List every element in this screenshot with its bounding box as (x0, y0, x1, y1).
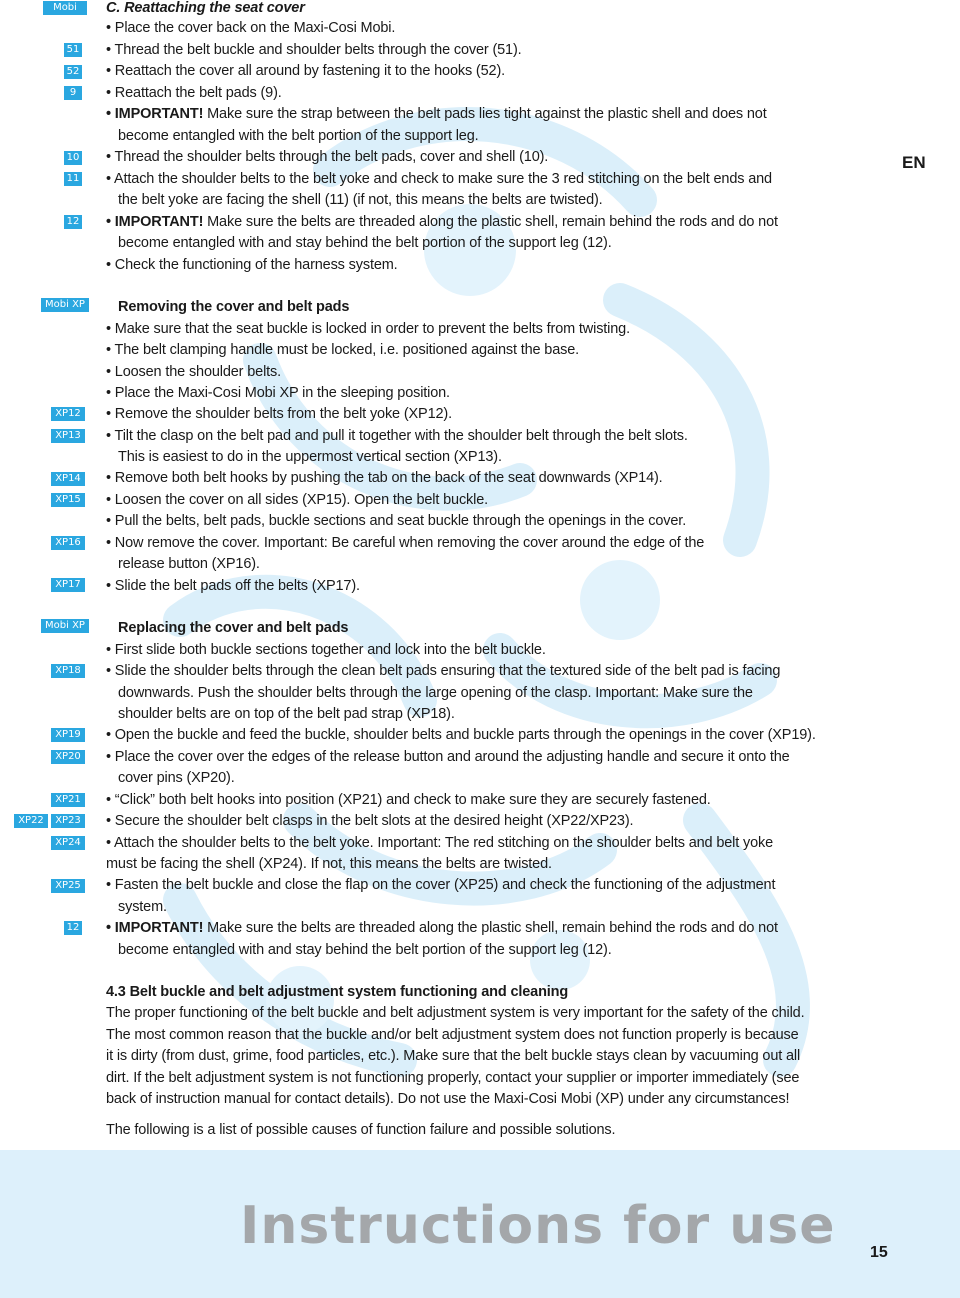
text-line: the belt yoke are facing the shell (11) (if not, this means the belts are twisted). (118, 192, 603, 208)
text-span: Make sure the strap between the belt pads lies tight against the plastic shell and does not (203, 106, 767, 122)
text-line (106, 918, 778, 938)
figure-tag-xp18: XP18 (51, 664, 85, 678)
text-line: • Reattach the cover all around by fastening it to the hooks (52). (106, 63, 505, 79)
text-line: • Place the Maxi-Cosi Mobi XP in the sleeping position. (106, 385, 450, 401)
text-line: dirt. If the belt adjustment system is not functioning properly, contact your supplier or importer immediately (see (106, 1070, 800, 1086)
text-line: • Loosen the cover on all sides (XP15). Open the belt buckle. (106, 492, 489, 508)
figure-tag-xp23: XP23 (51, 814, 85, 828)
figure-tag-12: 12 (64, 215, 82, 229)
section-tag-mobi: Mobi (43, 1, 87, 15)
text-line: it is dirty (from dust, grime, food particles, etc.). Make sure that the belt buckle stays clean by vacuuming out all (106, 1048, 801, 1064)
figure-tag-12: 12 (64, 921, 82, 935)
text-span: Make sure the belts are threaded along the plastic shell, remain behind the rods and do not (203, 214, 778, 230)
text-line: must be facing the shell (XP24). If not, this means the belts are twisted. (106, 856, 552, 872)
text-line: • Open the buckle and feed the buckle, shoulder belts and buckle parts through the openings in the cover (XP19). (106, 727, 816, 743)
text-line: • Attach the shoulder belts to the belt yoke and check to make sure the 3 red stitching on the belt ends and (106, 171, 772, 187)
figure-tag-xp20: XP20 (51, 750, 85, 764)
text-line: system. (118, 899, 167, 915)
text-line: • Make sure that the seat buckle is locked in order to prevent the belts from twisting. (106, 321, 630, 337)
text-line: become entangled with and stay behind the belt portion of the support leg (12). (118, 942, 612, 958)
figure-tag-9: 9 (64, 86, 82, 100)
figure-tag-xp17: XP17 (51, 578, 85, 592)
text-line: • Place the cover back on the Maxi-Cosi Mobi. (106, 20, 396, 36)
text-line: This is easiest to do in the uppermost vertical section (XP13). (118, 449, 502, 465)
figure-tag-xp21: XP21 (51, 793, 85, 807)
figure-tag-xp22: XP22 (14, 814, 48, 828)
text-line: • Pull the belts, belt pads, buckle sections and seat buckle through the openings in the cover. (106, 513, 687, 529)
text-line: • Thread the belt buckle and shoulder belts through the cover (51). (106, 42, 522, 58)
text-line: • First slide both buckle sections together and lock into the belt buckle. (106, 642, 546, 658)
text-line: • Secure the shoulder belt clasps in the belt slots at the desired height (XP22/XP23). (106, 813, 634, 829)
text-line: • Loosen the shoulder belts. (106, 364, 281, 380)
text-line: • Check the functioning of the harness system. (106, 257, 398, 273)
text-line (106, 212, 778, 232)
text-line: The most common reason that the buckle and/or belt adjustment system does not function properly is because (106, 1027, 799, 1043)
text-line: shoulder belts are on top of the belt pad strap (XP18). (118, 706, 455, 722)
figure-tag-xp12: XP12 (51, 407, 85, 421)
section-heading: Replacing the cover and belt pads (118, 620, 349, 636)
figure-tag-xp13: XP13 (51, 429, 85, 443)
section-heading: Removing the cover and belt pads (118, 299, 350, 315)
section-heading: 4.3 Belt buckle and belt adjustment system functioning and cleaning (106, 984, 569, 1000)
figure-tag-52: 52 (64, 65, 82, 79)
text-line (106, 104, 767, 124)
section-tag-mobi-xp: Mobi XP (41, 298, 89, 312)
text-line: • Tilt the clasp on the belt pad and pull it together with the shoulder belt through the belt slots. (106, 428, 688, 444)
text-line: The proper functioning of the belt buckle and belt adjustment system is very important for the safety of the child. (106, 1005, 805, 1021)
text-line: become entangled with the belt portion of the support leg. (118, 128, 479, 144)
text-line: cover pins (XP20). (118, 770, 235, 786)
figure-tag-xp19: XP19 (51, 728, 85, 742)
text-line: • “Click” both belt hooks into position (XP21) and check to make sure they are securely fastened. (106, 792, 711, 808)
text-line: • Slide the shoulder belts through the clean belt pads ensuring that the textured side of the belt pad is facing (106, 663, 781, 679)
text-line: become entangled with and stay behind the belt portion of the support leg (12). (118, 235, 612, 251)
text-line: • Fasten the belt buckle and close the flap on the cover (XP25) and check the functioning of the adjustment (106, 877, 776, 893)
text-line: • Attach the shoulder belts to the belt yoke. Important: The red stitching on the shoulder belts and belt yoke (106, 835, 774, 851)
figure-tag-xp25: XP25 (51, 879, 85, 893)
important-label: • IMPORTANT! (106, 106, 204, 122)
figure-tag-10: 10 (64, 151, 82, 165)
figure-tag-xp16: XP16 (51, 536, 85, 550)
text-line: • Now remove the cover. Important: Be careful when removing the cover around the edge of the (106, 535, 705, 551)
important-label: • IMPORTANT! (106, 214, 204, 230)
figure-tag-xp24: XP24 (51, 836, 85, 850)
figure-tag-11: 11 (64, 172, 82, 186)
figure-tag-xp15: XP15 (51, 493, 85, 507)
text-line: • Place the cover over the edges of the release button and around the adjusting handle and secure it onto the (106, 749, 790, 765)
section-tag-mobi-xp: Mobi XP (41, 619, 89, 633)
footer-title: Instructions for use (240, 1196, 836, 1256)
text-line: • Slide the belt pads off the belts (XP17). (106, 578, 360, 594)
text-line: downwards. Push the shoulder belts through the large opening of the clasp. Important: Make sure the (118, 685, 753, 701)
important-label: • IMPORTANT! (106, 920, 204, 936)
text-line: • Thread the shoulder belts through the belt pads, cover and shell (10). (106, 149, 549, 165)
text-line: • Remove the shoulder belts from the belt yoke (XP12). (106, 406, 452, 422)
figure-tag-51: 51 (64, 43, 82, 57)
language-marker: EN (902, 153, 926, 172)
text-line: • Remove both belt hooks by pushing the tab on the back of the seat downwards (XP14). (106, 470, 663, 486)
text-line: The following is a list of possible causes of function failure and possible solutions. (106, 1122, 616, 1138)
figure-tag-xp14: XP14 (51, 472, 85, 486)
text-line: • Reattach the belt pads (9). (106, 85, 282, 101)
text-line: release button (XP16). (118, 556, 260, 572)
page-number: 15 (870, 1244, 888, 1261)
text-line: back of instruction manual for contact details). Do not use the Maxi-Cosi Mobi (XP) under any circumstances! (106, 1091, 790, 1107)
text-line: • The belt clamping handle must be locked, i.e. positioned against the base. (106, 342, 580, 358)
section-heading: C. Reattaching the seat cover (106, 0, 305, 16)
text-span: Make sure the belts are threaded along the plastic shell, remain behind the rods and do not (203, 920, 778, 936)
